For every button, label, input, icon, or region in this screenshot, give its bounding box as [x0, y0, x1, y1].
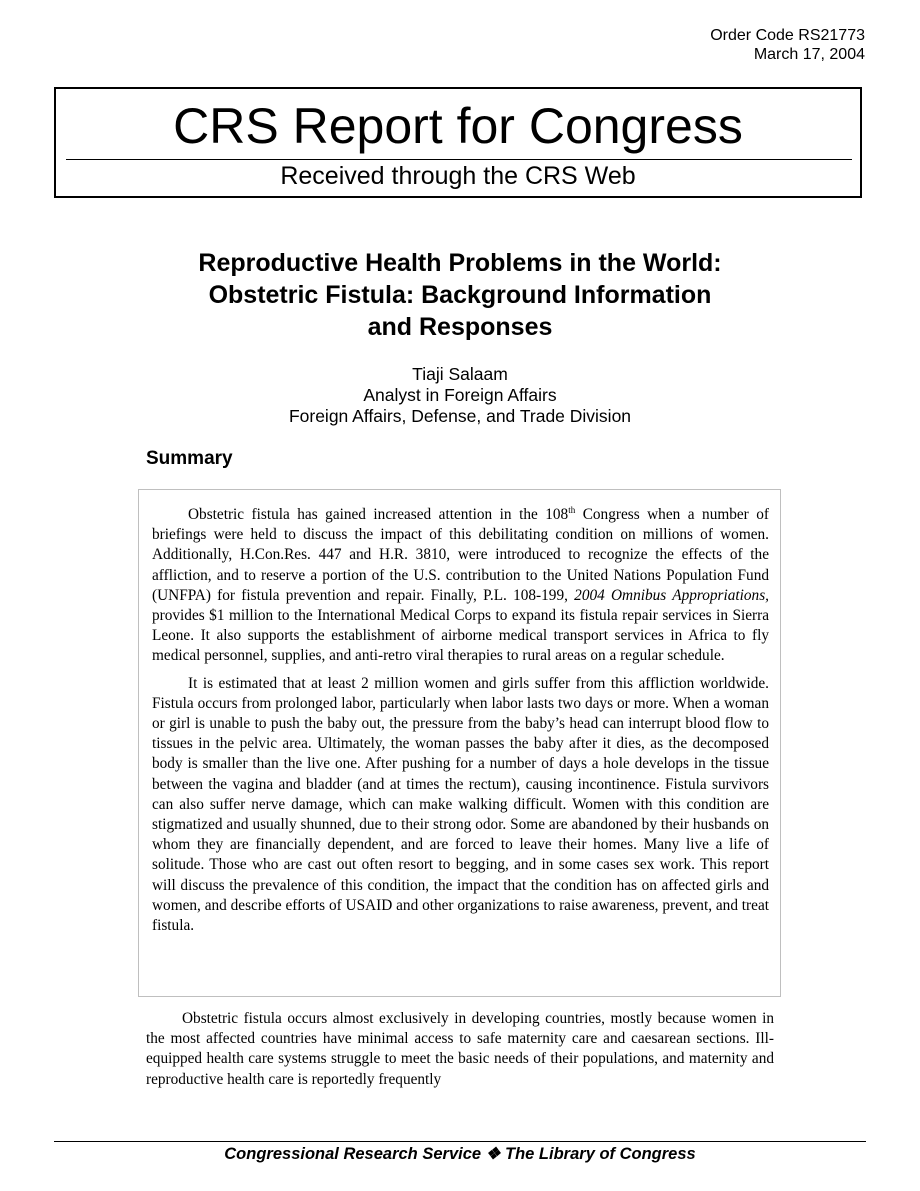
- summary-p1-text-a: Obstetric fistula has gained increased attention in the 108: [188, 506, 569, 523]
- author-division: Foreign Affairs, Defense, and Trade Division: [288, 406, 632, 426]
- summary-p1-text-b: Congress when a number of briefings were held to discuss the impact of this debilitating condition on millions of women. Additionally, H.Con.Res. 447 and H.R. 3810, were introduced to recognize the effects of the affliction, and to reserve a portion of the U.S. contribution to the United Nations Population Fund (UNFPA) for fistula prevention and repair. Finally, P.L. 108-199,: [152, 506, 769, 604]
- body-paragraph-1: Obstetric fistula occurs almost exclusively in developing countries, mostly because women in the most affected countries have minimal access to safe maternity care and caesarean sections. Ill-equipped health care systems struggle to meet the basic needs of their populations, and maternity and reproductive health care is reportedly frequently: [146, 1010, 774, 1088]
- summary-text: [152, 505, 769, 936]
- body-text: [146, 1009, 774, 1090]
- report-title: [100, 247, 820, 343]
- author-name: Tiaji Salaam: [412, 364, 508, 384]
- summary-heading: Summary: [146, 448, 233, 469]
- footer-text: Congressional Research Service ❖ The Library of Congress: [224, 1145, 696, 1163]
- order-code: Order Code RS21773: [710, 27, 865, 44]
- summary-paragraph-2: It is estimated that at least 2 million women and girls suffer from this affliction worldwide. Fistula occurs from prolonged labor, particularly when labor lasts two days or more. When a woman or girl is unable to push the baby out, the pressure from the baby’s head can interrupt blood flow to tissues in the pelvic area. Ultimately, the woman passes the baby after it dies, as the decomposed body is smaller than the live one. After pushing for a number of days a hole develops in the tissue between the vagina and bladder (and at times the rectum), causing incontinence. Fistula survivors can also suffer nerve damage, which can make walking difficult. Women with this condition are stigmatized and usually shunned, due to their strong odor. Some are abandoned by their husbands on whom they are financially dependent, and are forced to leave their homes. Many live a life of solitude. Those who are cast out often resort to begging, and in some cases sex work. This report will discuss the prevalence of this condition, the impact that the condition has on affected girls and women, and describe efforts of USAID and other organizations to raise awareness, prevent, and treat fistula.: [152, 674, 769, 935]
- summary-paragraph-1: [152, 505, 769, 667]
- report-title-line: Obstetric Fistula: Background Information: [208, 281, 712, 309]
- masthead-divider: [66, 159, 852, 160]
- report-title-line: and Responses: [367, 313, 553, 341]
- order-info: [710, 26, 865, 64]
- masthead: [54, 87, 862, 198]
- author-position: Analyst in Foreign Affairs: [363, 385, 557, 405]
- footer-divider: [54, 1141, 866, 1142]
- masthead-subtitle: Received through the CRS Web: [280, 162, 636, 190]
- appropriations-act-title: 2004 Omnibus Appropriations,: [574, 586, 769, 604]
- summary-box: [138, 489, 781, 997]
- author-block: [100, 364, 820, 427]
- report-date: March 17, 2004: [753, 46, 865, 63]
- masthead-title: CRS Report for Congress: [173, 98, 743, 154]
- summary-p1-text-c: provides $1 million to the International Medical Corps to expand its fistula repair services in Sierra Leone. It also supports the establishment of airborne medical transport services in Africa to fly medical personnel, supplies, and anti-retro viral therapies to rural areas on a regular schedule.: [152, 607, 769, 665]
- report-title-line: Reproductive Health Problems in the World:: [198, 249, 722, 277]
- ordinal-superscript: th: [568, 504, 576, 515]
